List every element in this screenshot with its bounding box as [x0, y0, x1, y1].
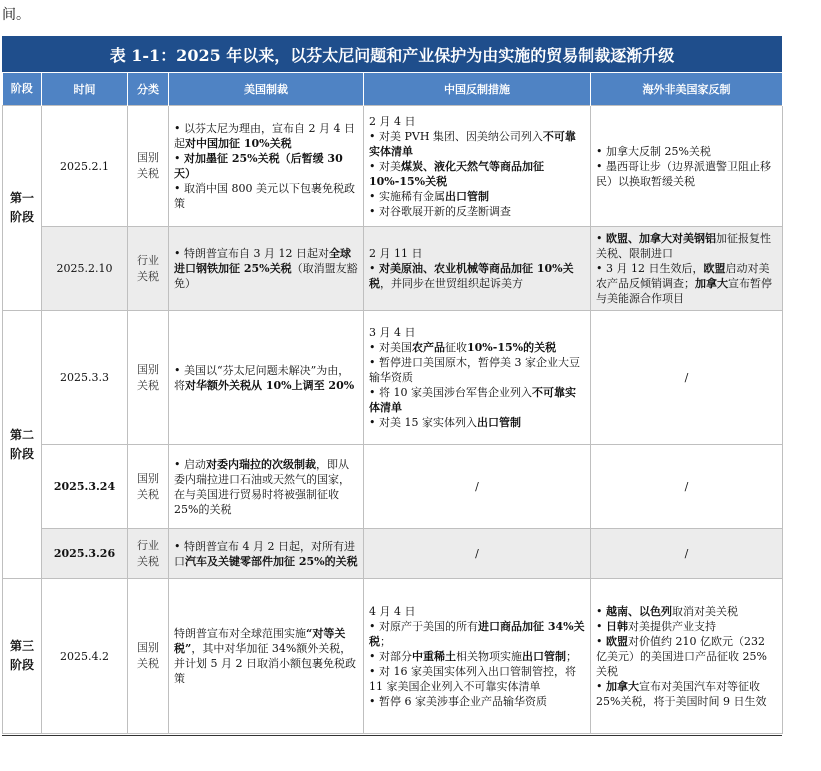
- other-countries-cell: /: [591, 445, 783, 529]
- category-cell: 行业关税: [128, 227, 169, 311]
- text-run: • 对美 PVH 集团、因美纳公司列入: [369, 129, 543, 143]
- header-china-countermeasures: 中国反制措施: [364, 73, 591, 106]
- bold-text-run: 加拿大: [695, 277, 728, 290]
- stage-cell: 第二阶段: [3, 311, 42, 579]
- sanctions-table: [2, 73, 783, 734]
- text-run: • 美国以“芬太尼问题未解决”为由，将: [174, 363, 350, 392]
- china-countermeasures-cell: [364, 106, 591, 227]
- bold-text-run: 欧盟、加拿大对美钢铝: [606, 232, 716, 245]
- other-countries-cell: /: [591, 529, 783, 579]
- date-cell: 2025.3.24: [42, 445, 128, 529]
- text-run: •: [596, 604, 606, 618]
- date-cell: 2025.2.10: [42, 227, 128, 311]
- text-run: • 加拿大反制 25%关税: [596, 144, 711, 158]
- text-run: • 对美: [369, 159, 401, 173]
- date-cell: 2025.2.1: [42, 106, 128, 227]
- text-run: 特朗普宣布对全球范围实施: [174, 627, 306, 640]
- bold-text-run: 对美原油、农业机械等商品加征 10%关税: [369, 262, 574, 290]
- bold-text-run: 对加墨征 25%关税（后暂缓 30 天）: [174, 152, 343, 180]
- bold-text-run: 出口管制: [476, 416, 521, 429]
- text-run: 2 月 11 日: [369, 247, 423, 260]
- text-run: •: [174, 152, 184, 165]
- text-run: • 暂停进口美国原木，暂停美 3 家企业大豆输华资质: [369, 356, 580, 384]
- date-cell: 2025.4.2: [42, 579, 128, 734]
- text-run: 宣布对美国汽车对等征收 25%关税，将于美国时间 9 日生效: [596, 679, 767, 708]
- bold-text-run: 不可靠实体清单: [369, 386, 576, 414]
- text-run: •: [596, 679, 606, 693]
- us-sanctions-cell: [169, 227, 364, 311]
- text-run: （取消盟友豁免）: [174, 262, 358, 290]
- bold-text-run: 出口管制: [445, 189, 489, 203]
- text-run: • 对原产于美国的所有: [369, 619, 478, 633]
- text-run: 对价值约 210 亿欧元（232 亿美元）的美国进口产品征收 25%关税: [596, 634, 767, 678]
- preceding-text-fragment: 间。: [2, 7, 30, 23]
- text-run: • 3 月 12 日生效后，: [596, 262, 704, 275]
- bold-text-run: 煤炭、液化天然气等商品加征 10%-15%关税: [369, 159, 544, 188]
- china-countermeasures-cell: [364, 227, 591, 311]
- bold-text-run: 出口管制: [522, 649, 566, 663]
- bold-text-run: 欧盟: [606, 634, 628, 648]
- text-run: •: [596, 232, 606, 245]
- text-run: 对美提供产业支持: [628, 619, 716, 633]
- text-run: ；: [566, 649, 577, 663]
- text-run: ，并同步在世贸组织起诉美方: [380, 277, 523, 290]
- other-countries-cell: [591, 106, 783, 227]
- other-countries-cell: /: [591, 311, 783, 445]
- table-bottom-rule: [2, 735, 782, 736]
- text-run: 加征报复性关税、限制进口: [596, 232, 771, 260]
- text-run: • 对美国: [369, 341, 412, 354]
- table-row: [3, 227, 783, 311]
- bold-text-run: 加拿大: [606, 679, 639, 693]
- other-countries-cell: [591, 579, 783, 734]
- text-run: ；: [380, 634, 391, 648]
- us-sanctions-cell: [169, 106, 364, 227]
- bold-text-run: “对等关税”: [174, 627, 346, 655]
- us-sanctions-cell: [169, 445, 364, 529]
- category-cell: 国别关税: [128, 445, 169, 529]
- text-run: • 暂停 6 家美涉事企业产品输华资质: [369, 694, 547, 708]
- text-run: 相关物项实施: [456, 649, 522, 663]
- table-title: 表 1-1：2025 年以来，以芬太尼问题和产业保护为由实施的贸易制裁逐渐升级: [2, 36, 782, 72]
- table-row: [3, 106, 783, 227]
- text-run: •: [596, 634, 606, 648]
- header-stage: 阶段: [3, 73, 42, 106]
- china-countermeasures-cell: [364, 311, 591, 445]
- other-countries-cell: [591, 227, 783, 311]
- text-run: • 实施稀有金属: [369, 189, 445, 203]
- header-us-sanctions: 美国制裁: [169, 73, 364, 106]
- table-row: [3, 529, 783, 579]
- text-run: 取消对美关税: [672, 604, 738, 618]
- text-run: 4 月 4 日: [369, 604, 416, 618]
- text-run: • 将 10 家美国涉台军售企业列入: [369, 386, 532, 399]
- bold-text-run: 汽车及关键零部件加征 25%的关税: [185, 554, 358, 568]
- us-sanctions-cell: [169, 579, 364, 734]
- text-run: • 对 16 家美国实体列入出口管制管控，将 11 家美国企业列入不可靠实体清单: [369, 664, 576, 693]
- china-countermeasures-cell: /: [364, 445, 591, 529]
- text-run: • 对谷歌展开新的反垄断调查: [369, 204, 511, 218]
- text-run: 宣布暂停与美能源合作项目: [596, 277, 772, 305]
- table-row: [3, 445, 783, 529]
- text-run: •: [369, 262, 379, 275]
- bold-text-run: 全球进口钢铁加征 25%关税: [174, 247, 351, 275]
- date-cell: 2025.3.3: [42, 311, 128, 445]
- bold-text-run: 对中国加征 10%关税: [185, 137, 292, 150]
- header-date: 时间: [42, 73, 128, 106]
- bold-text-run: 10%-15%的关税: [467, 341, 557, 354]
- table-row: [3, 311, 783, 445]
- date-cell: 2025.3.26: [42, 529, 128, 579]
- stage-cell: 第三阶段: [3, 579, 42, 734]
- header-other-countries: 海外非美国家反制: [591, 73, 783, 106]
- category-cell: 行业关税: [128, 529, 169, 579]
- text-run: • 对美 15 家实体列入: [369, 416, 477, 429]
- category-cell: 国别关税: [128, 106, 169, 227]
- text-run: ，即从委内瑞拉进口石油或天然气的国家，在与美国进行贸易时将被强制征收 25%的关税: [174, 457, 350, 516]
- text-run: •: [596, 619, 606, 633]
- text-run: • 墨西哥让步（边界派遣警卫阻止移民）以换取暂缓关税: [596, 159, 771, 188]
- china-countermeasures-cell: /: [364, 529, 591, 579]
- header-category: 分类: [128, 73, 169, 106]
- text-run: • 特朗普宣布自 3 月 12 日起对: [174, 247, 329, 260]
- bold-text-run: 不可靠实体清单: [369, 129, 576, 158]
- text-run: 启动对美农产品反倾销调查；: [596, 262, 770, 290]
- bold-text-run: 中重稀土: [412, 649, 456, 663]
- bold-text-run: 日韩: [606, 619, 628, 633]
- text-run: • 特朗普宣布 4 月 2 日起，对所有进口: [174, 539, 355, 568]
- us-sanctions-cell: [169, 529, 364, 579]
- table-row: [3, 579, 783, 734]
- text-run: • 启动: [174, 457, 206, 471]
- bold-text-run: 越南、以色列: [606, 604, 672, 618]
- category-cell: 国别关税: [128, 579, 169, 734]
- text-run: 3 月 4 日: [369, 326, 416, 339]
- text-run: 征收: [445, 341, 467, 354]
- text-run: 2 月 4 日: [369, 114, 416, 128]
- bold-text-run: 对华额外关税从 10%上调至 20%: [185, 378, 355, 392]
- text-run: ，其中对华加征 34%额外关税，并计划 5 月 2 日取消小额包裹免税政策: [174, 642, 356, 685]
- text-run: • 对部分: [369, 649, 412, 663]
- text-run: • 以芬太尼为理由，宣布自 2 月 4 日起: [174, 122, 355, 150]
- bold-text-run: 对委内瑞拉的次级制裁: [206, 457, 316, 471]
- us-sanctions-cell: [169, 311, 364, 445]
- bold-text-run: 欧盟: [703, 262, 726, 275]
- bold-text-run: 农产品: [412, 341, 445, 354]
- category-cell: 国别关税: [128, 311, 169, 445]
- text-run: • 取消中国 800 美元以下包裹免税政策: [174, 182, 355, 210]
- bold-text-run: 进口商品加征 34%关税: [369, 619, 585, 648]
- stage-cell: 第一阶段: [3, 106, 42, 311]
- china-countermeasures-cell: [364, 579, 591, 734]
